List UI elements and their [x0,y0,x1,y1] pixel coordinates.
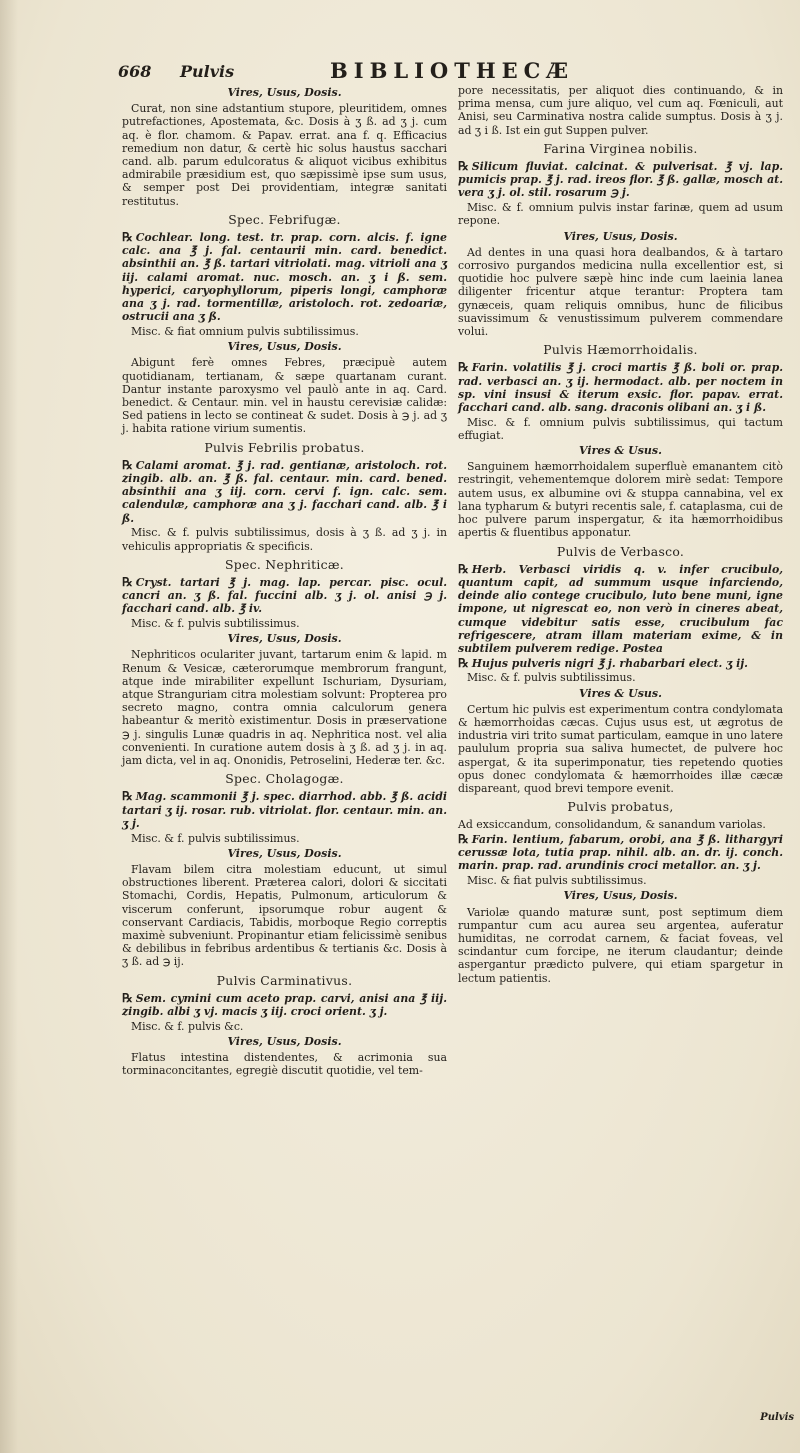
recipe-symbol-icon: ℞ [122,789,133,804]
text-paragraph [122,617,447,630]
text-content: Ad dentes in una quasi hora dealbandos, & à tartaro corrosivo purgandos medicina nulla excellentior est, si quotidie hoc pulvere sæpè hinc inde cum laeinia lanea diligenter fricentur atque terantur: Proptera tam gynæceis, quam reliquis omnibus, hunc de filicibus suavissimum & venustissimum pulverem commendare volui. [458,245,783,338]
text-paragraph [122,102,447,208]
text-paragraph [122,526,447,552]
text-content: Vires, Usus, Dosis. [227,846,342,860]
text-content: Cochlear. long. test. tr. prap. corn. alcis. f. igne calc. ana ℥ j. fal. centaurii min. card. benedict. absinthii an. ℥ ß. tartari vitriolati. mag. vitrioli ana ʒ iij. calami aromat. nuc. mosch. an. ʒ i ß. sem. hyperici, caryophyllorum, piperis longi, camphoræ ana ʒ j. rad. tormentillæ, aristoloch. rot. zedoariæ, ostrucii ana ʒ ß. [122,231,447,324]
text-content: Spec. Nephriticæ. [224,556,345,572]
text-content: Mag. scammonii ℥ j. spec. diarrhod. abb. ℥ ß. acidi tartari ʒ ij. rosar. rub. vitriolat. flor. centaur. min. an. ʒ j. [122,790,447,830]
text-content: Spec. Febrifugæ. [228,211,341,227]
subsection-heading [458,444,783,457]
text-content: Misc. & f. omnium pulvis instar farinæ, quem ad usum repone. [458,201,783,228]
text-paragraph [458,874,783,887]
subsection-heading [122,632,447,645]
page-header [118,58,782,84]
recipe-symbol-icon: ℞ [122,457,133,472]
left-column [122,84,447,1079]
recipe-ingredients [458,361,783,414]
recipe-ingredients [458,563,783,655]
text-content: pore necessitatis, per aliquot dies continuando, & in prima mensa, cum jure aliquo, vel cum aq. Fœniculi, aut Anisi, seu Carminativa nostra calide sumptus. Dosis à ʒ j. ad ʒ i ß. Ist ein gut Suppen pulver. [458,84,783,137]
recipe-symbol-icon: ℞ [458,159,469,174]
catchword: Pulvis [760,1412,794,1423]
subsection-heading [458,687,783,700]
text-content: Ad exsiccandum, consolidandum, & sanandum variolas. [458,818,766,832]
subsection-heading [122,847,447,860]
recipe-symbol-icon: ℞ [458,655,469,670]
text-content: Vires, Usus, Dosis. [227,632,342,646]
text-paragraph [458,906,783,985]
text-paragraph [458,671,783,684]
text-paragraph [122,1020,447,1033]
text-content: Herb. Verbasci viridis q. v. infer crucibulo, quantum capit, ad summum usque infarciendo, deinde alio contege crucibulo, luto bene muni, igne impone, ut nigrescat eo, non verò in cineres abeat, cumque videbitur satis esse, crucibulum fac refrigescere, atram illam materiam exime, & in subtilem pulverem redige. Postea [458,562,783,655]
subsection-heading [122,86,447,99]
section-heading [122,441,447,454]
recipe-symbol-icon: ℞ [122,574,133,589]
recipe-ingredients [122,790,447,830]
section-heading [122,772,447,785]
text-paragraph [458,416,783,442]
text-content: Sanguinem hæmorrhoidalem superfluè emanantem citò restringit, vehementemque dolorem mirè sedat: Tempore autem usus, ex albumine ovi & stuppa cannabina, vel ex lana typharum & butyri recentis sale, f. cataplasma, cui de hoc pulvere parum inspergatur, & ita hæmorrhoidibus apertis & fluentibus apponatur. [458,460,783,540]
recipe-ingredients [122,576,447,616]
text-content: Misc. & fiat pulvis subtilissimus. [467,874,647,888]
text-paragraph [458,201,783,227]
recipe-ingredients [122,231,447,323]
text-content: Cryst. tartari ℥ j. mag. lap. percar. pisc. ocul. cancri an. ʒ ß. fal. fuccini alb. ʒ j. ol. anisi ℈ j. facchari cand. alb. ℥ iv. [122,575,447,616]
recipe-symbol-icon: ℞ [458,360,469,375]
recipe-ingredients [458,833,783,873]
text-paragraph [458,703,783,795]
text-content: Vires, Usus, Dosis. [227,340,342,354]
text-content: Abigunt ferè omnes Febres, præcipuè autem quotidianam, tertianam, & sæpe quartanam curant. Dantur instante paroxysmo vel paulò ante in aq. Card. benedict. & Centaur. min. vel in haustu cerevisiæ calidæ: Sed patiens in lecto se contineat & sudet. Dosis à ℈ j. ad ʒ j. habita ratione virium sumentis. [122,356,447,436]
text-content: Misc. & f. pulvis subtilissimus. [467,671,636,685]
text-paragraph [122,832,447,845]
text-content: Pulvis Hæmorrhoidalis. [543,342,698,358]
text-paragraph [122,648,447,767]
subsection-heading [458,230,783,243]
text-content: Flavam bilem citra molestiam educunt, ut simul obstructiones liberent. Præterea calori, dolori & siccitati Stomachi, Cordis, Hepatis, Pulmonum, articulorum & viscerum conferunt, ipsorumque robur augent & conservant Cardiacis, Tabidis, morboque Regio correptis maximè subveniunt. Propinantur etiam felicissimè senibus & debilibus in febribus ardentibus & tertianis &c. Dosis à ʒ ß. ad ℈ ij. [122,862,447,969]
text-content: Vires, Usus, Dosis. [227,1034,342,1048]
text-content: Calami aromat. ℥ j. rad. gentianæ, aristoloch. rot. zingib. alb. an. ℥ ß. fal. centaur. min. card. bened. absinthii ana ʒ iij. corn. cervi f. ign. calc. sem. calendulæ, camphoræ ana ʒ j. facchari cand. alb. ℥ i ß. [122,458,447,525]
text-content: Misc. & fiat omnium pulvis subtilissimus. [131,324,359,338]
text-content: Pulvis Carminativus. [216,972,353,988]
text-paragraph [122,325,447,338]
section-heading [458,545,783,558]
text-paragraph [458,460,783,539]
section-heading [122,213,447,226]
text-paragraph [122,356,447,435]
text-content: Farin. lentium, fabarum, orobi, ana ℥ ß. lithargyri cerussæ lota, tutia prap. nihil. alb. an. dr. ij. conch. marin. prap. rad. arundinis croci metallor. an. ʒ j. [458,833,783,873]
text-content: Sem. cymini cum aceto prap. carvi, anisi ana ℥ iij. zingib. albi ʒ vj. macis ʒ iij. croci orient. ʒ j. [122,991,447,1018]
text-content: Spec. Cholagogæ. [225,771,344,787]
text-content: Flatus intestina distendentes, & acrimonia sua torminaconcitantes, egregiè discutit quotidie, vel tem- [122,1051,447,1078]
text-content: Vires, Usus, Dosis. [227,86,342,99]
subsection-heading [122,340,447,353]
text-content: Pulvis probatus, [567,799,674,815]
text-paragraph [122,1051,447,1077]
text-content: Misc. & f. pulvis subtilissimus. [131,831,300,845]
recipe-symbol-icon: ℞ [122,990,133,1005]
subsection-heading [122,1035,447,1048]
text-content: Pulvis Febrilis probatus. [204,439,365,455]
text-content: Curat, non sine adstantium stupore, pleuritidem, omnes putrefactiones, Apostemata, &c. Dosis à ʒ ß. ad ʒ j. cum aq. è flor. chamom. & Papav. errat. ana f. q. Efficacius remedium non datur, & certè hic solus haustus sacchari cand. alb. parum edulcoratus & aliquot vicibus exhibitus admirabile præsidium est, quo sæpissimè ipse sum usus, & semper post Dei providentiam, integræ sanitati restitutus. [122,102,447,208]
recipe-symbol-icon: ℞ [458,832,469,847]
text-content: Farin. volatilis ℥ j. croci martis ℥ ß. boli or. prap. rad. verbasci an. ʒ ij. hermodact. alb. per noctem in sp. vini insusi & iterum exsic. flor. papav. errat. facchari cand. alb. sang. draconis olibani an. ʒ i ß. [458,361,783,414]
recipe-ingredients [458,657,783,670]
book-title: BIBLIOTHECÆ [330,58,575,83]
text-paragraph [458,84,783,137]
text-content: Nephriticos oculariter juvant, tartarum enim & lapid. m Renum & Vesicæ, cæterorumque membrorum frangunt, atque inde mirabiliter expellunt Ischuriam, Dysuriam, atque Stranguriam citra molestiam solvunt: Propterea pro secreto magno, contra omnia calculorum genera habeantur & meritò existimentur. Dosis in præservatione ℈ j. singulis Lunæ quadris in aq. Nephritica nost. vel alia convenienti. In curatione autem dosis à ʒ ß. ad ʒ j. in aq. jam dicta, vel in aq. Ononidis, Petroselini, Hederæ ter. &c. [122,648,447,768]
section-heading [458,343,783,356]
page-gutter-shadow [0,0,18,1453]
recipe-symbol-icon: ℞ [458,561,469,576]
section-heading [122,974,447,987]
text-content: Misc. & f. omnium pulvis subtilissimus, qui tactum effugiat. [458,415,783,442]
recipe-symbol-icon: ℞ [122,230,133,245]
section-heading [122,558,447,571]
text-content: Farina Virginea nobilis. [543,140,698,156]
text-content: Hujus pulveris nigri ℥ j. rhabarbari elect. ʒ ij. [471,656,748,670]
text-content: Vires, Usus, Dosis. [563,229,678,243]
text-content: Certum hic pulvis est experimentum contra condylomata & hæmorrhoidas cæcas. Cujus usus est, ut ægrotus de industria viri trito sumat particulam, eamque in uno latere paululum propria sua saliva humectet, de pulvere hoc aspergat, & ita superimponatur, ties repetendo quoties opus donec condylomata & hæmorrhoides illæ cæcæ dispareant, quod brevi tempore evenit. [458,702,783,795]
text-content: Misc. & f. pulvis subtilissimus, dosis à ʒ ß. ad ʒ j. in vehiculis appropriatis & specificis. [122,526,447,553]
text-paragraph [122,863,447,969]
right-column [458,84,783,986]
page-number: 668 [118,62,152,81]
section-heading [458,800,783,813]
text-content: Variolæ quando maturæ sunt, post septimum diem rumpantur cum acu aurea seu argentea, auferatur humiditas, ne corrodat carnem, & faciat foveas, vel scindantur cum forcipe, ne iterum claudantur; deinde aspergantur prædicto pulvere, qui etiam spargetur in lectum patientis. [458,905,783,985]
text-paragraph [458,246,783,338]
recipe-ingredients [122,992,447,1018]
section-heading [458,142,783,155]
recipe-ingredients [122,459,447,525]
text-content: Silicum fluviat. calcinat. & pulverisat. ℥ vj. lap. pumicis prap. ℥ j. rad. ireos flor. ℥ ß. gallæ, mosch at. vera ʒ j. ol. stil. rosarum ℈ j. [458,160,783,200]
text-content: Misc. & f. pulvis subtilissimus. [131,617,300,631]
text-content: Misc. & f. pulvis &c. [131,1019,244,1033]
text-paragraph [458,818,783,831]
subsection-heading [458,889,783,902]
recipe-ingredients [458,160,783,200]
text-content: Vires & Usus. [579,686,662,700]
text-content: Vires & Usus. [579,444,662,458]
text-content: Pulvis de Verbasco. [556,543,685,559]
running-head: Pulvis [180,62,235,81]
text-content: Vires, Usus, Dosis. [563,889,678,903]
